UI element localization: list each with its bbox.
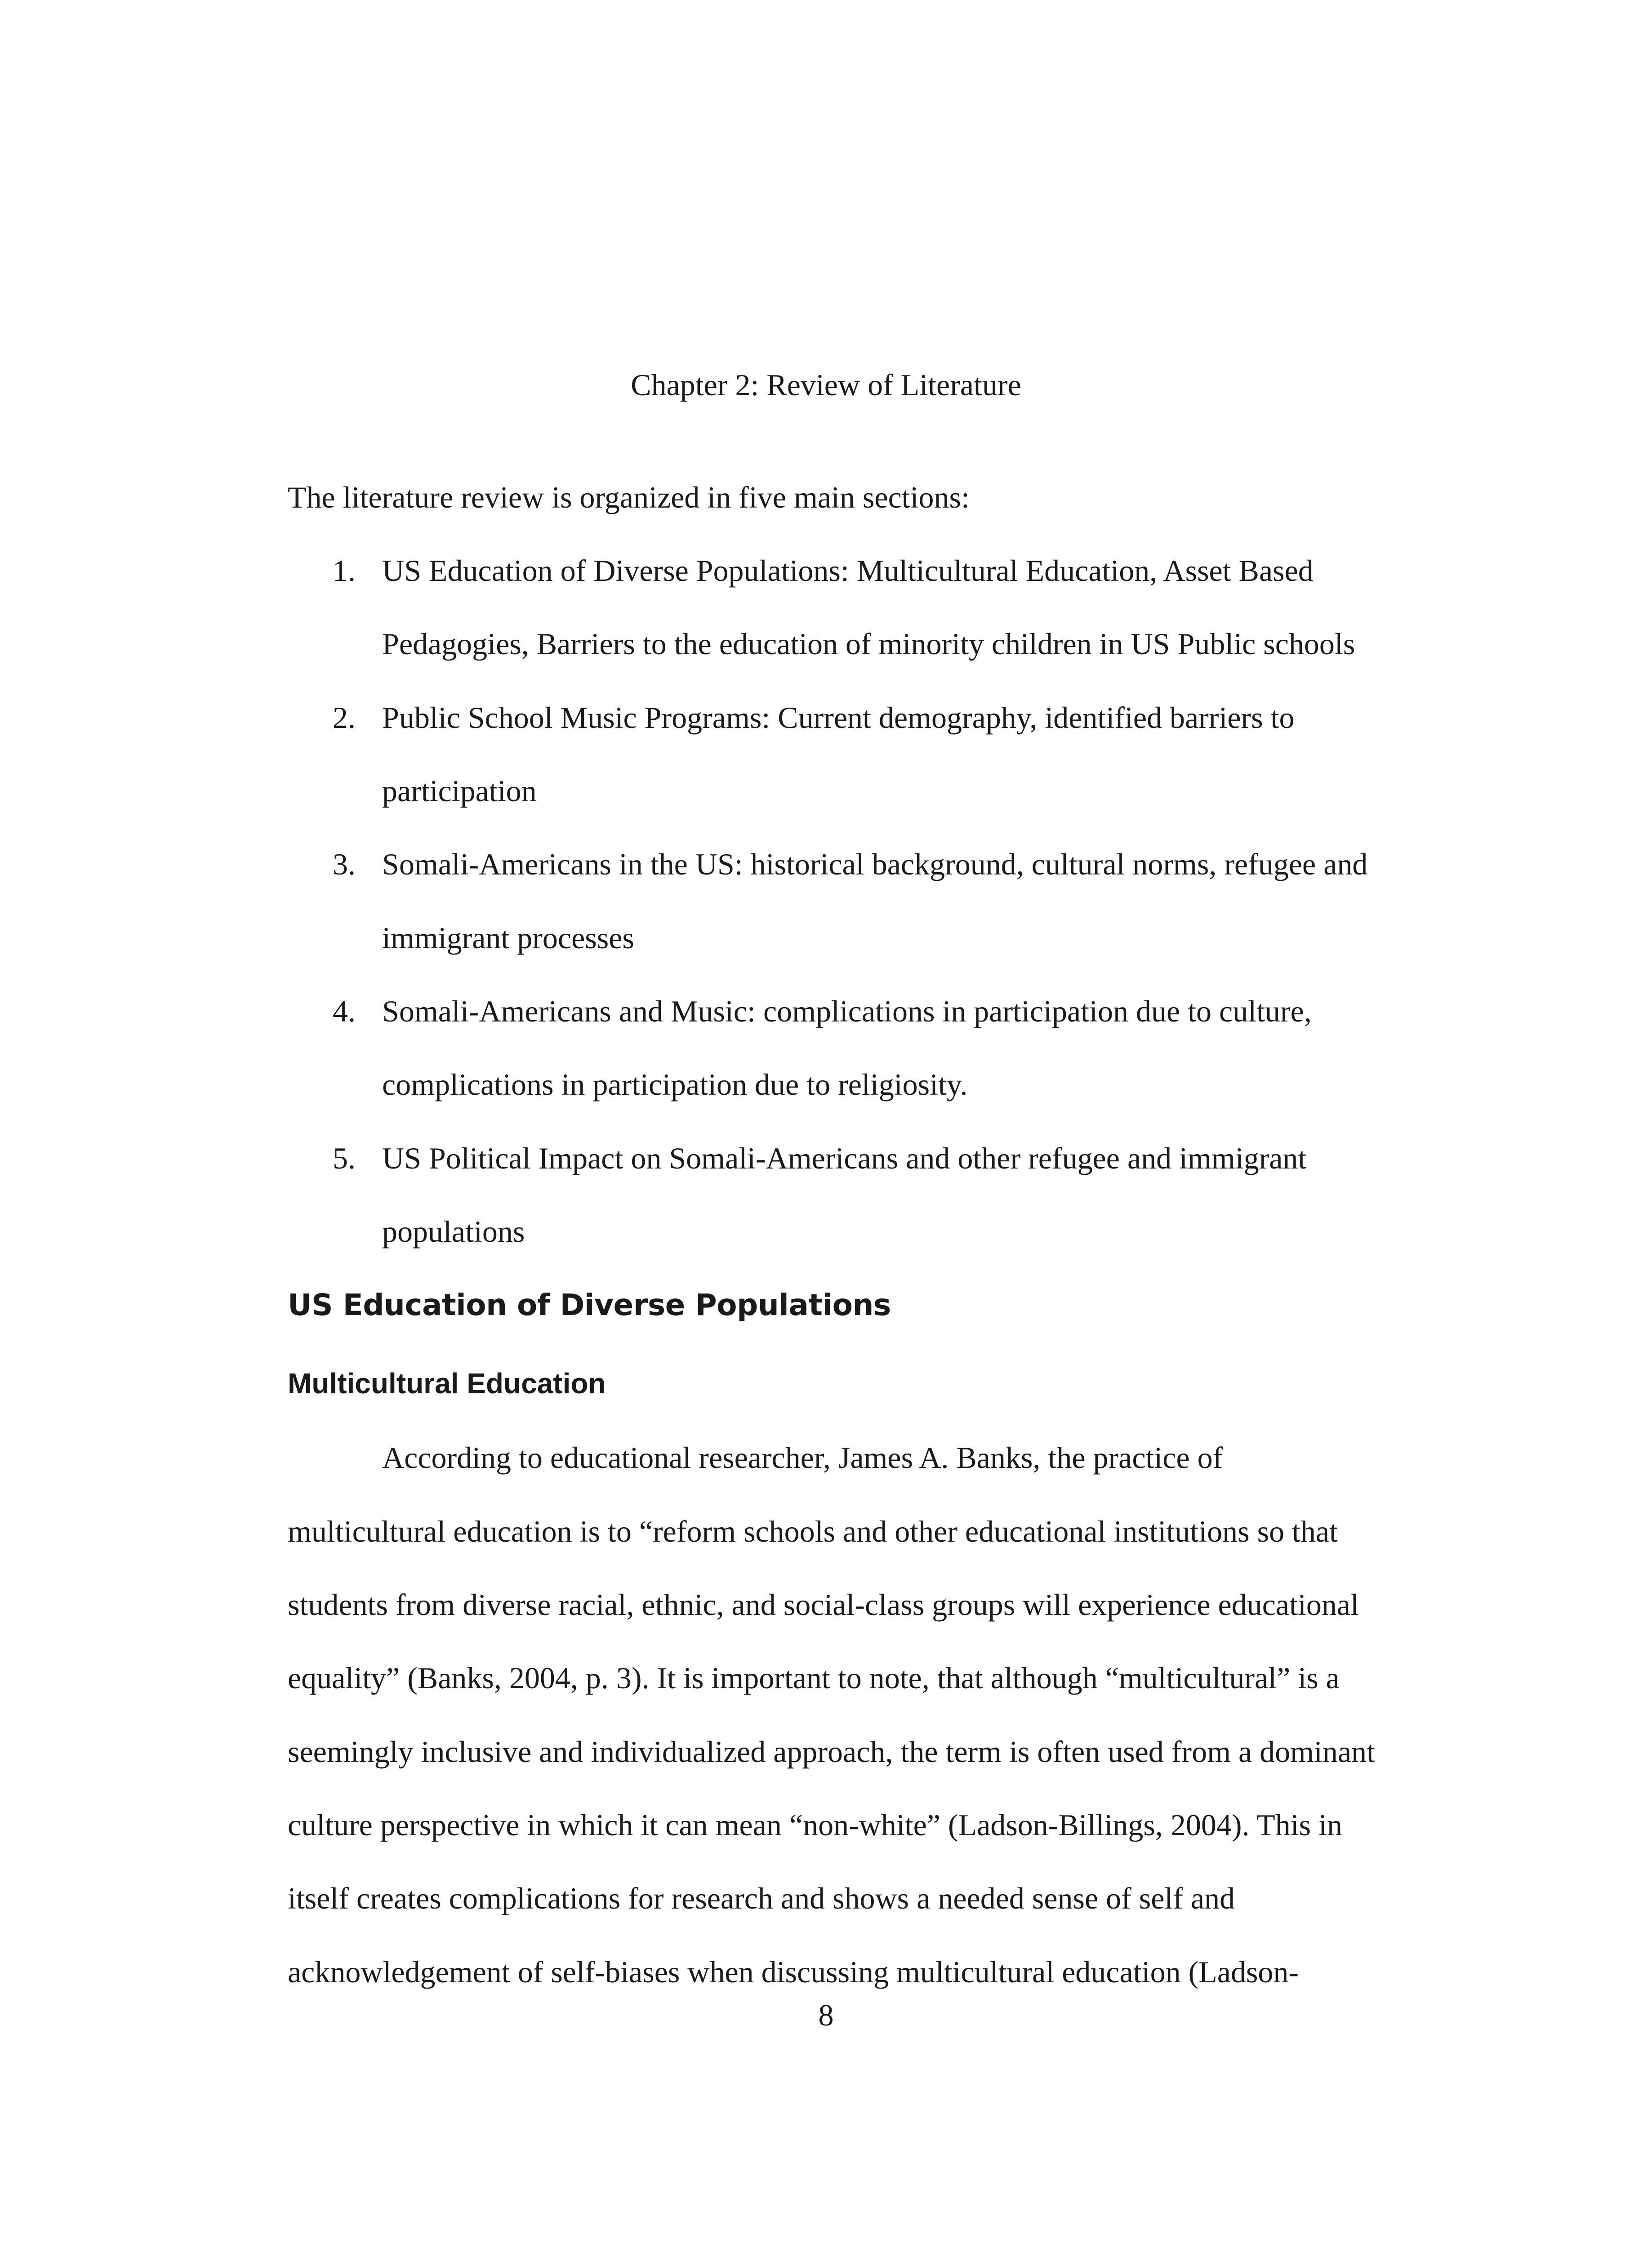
list-item-line: Pedagogies, Barriers to the education of minority children in US Public schools bbox=[382, 627, 1355, 661]
list-number: 3. bbox=[333, 847, 356, 881]
paragraph-line: multicultural education is to “reform schools and other educational institutions so that bbox=[288, 1514, 1338, 1548]
list-item-line: Somali-Americans in the US: historical background, cultural norms, refugee and bbox=[382, 847, 1368, 881]
list-number: 1. bbox=[333, 553, 356, 588]
paragraph-line: acknowledgement of self-biases when discussing multicultural education (Ladson- bbox=[288, 1955, 1299, 1989]
page-number: 8 bbox=[818, 1998, 834, 2032]
subsection-heading: Multicultural Education bbox=[288, 1367, 606, 1400]
paragraph-line: equality” (Banks, 2004, p. 3). It is important to note, that although “multicultural” is a bbox=[288, 1661, 1340, 1695]
intro-text: The literature review is organized in five main sections: bbox=[288, 480, 970, 514]
list-item-line: Somali-Americans and Music: complications in participation due to culture, bbox=[382, 994, 1312, 1028]
paragraph-line: students from diverse racial, ethnic, and social-class groups will experience educational bbox=[288, 1588, 1359, 1622]
chapter-title: Chapter 2: Review of Literature bbox=[631, 368, 1021, 402]
list-number: 4. bbox=[333, 994, 356, 1028]
section-heading: US Education of Diverse Populations bbox=[288, 1288, 891, 1322]
list-item-line: complications in participation due to religiosity. bbox=[382, 1067, 968, 1102]
list-item-line: US Education of Diverse Populations: Multicultural Education, Asset Based bbox=[382, 553, 1314, 588]
paragraph-line: culture perspective in which it can mean “non-white” (Ladson-Billings, 2004). This in bbox=[288, 1808, 1343, 1842]
paragraph-line: According to educational researcher, James A. Banks, the practice of bbox=[382, 1441, 1223, 1475]
list-item-line: Public School Music Programs: Current demography, identified barriers to bbox=[382, 700, 1295, 735]
list-item-line: immigrant processes bbox=[382, 921, 634, 955]
list-number: 2. bbox=[333, 700, 356, 735]
paragraph-line: itself creates complications for research and shows a needed sense of self and bbox=[288, 1881, 1235, 1915]
list-item-line: populations bbox=[382, 1214, 525, 1249]
list-item-line: US Political Impact on Somali-Americans and other refugee and immigrant bbox=[382, 1141, 1307, 1175]
list-item-line: participation bbox=[382, 774, 537, 808]
list-number: 5. bbox=[333, 1141, 356, 1175]
paragraph-line: seemingly inclusive and individualized approach, the term is often used from a dominant bbox=[288, 1735, 1376, 1769]
